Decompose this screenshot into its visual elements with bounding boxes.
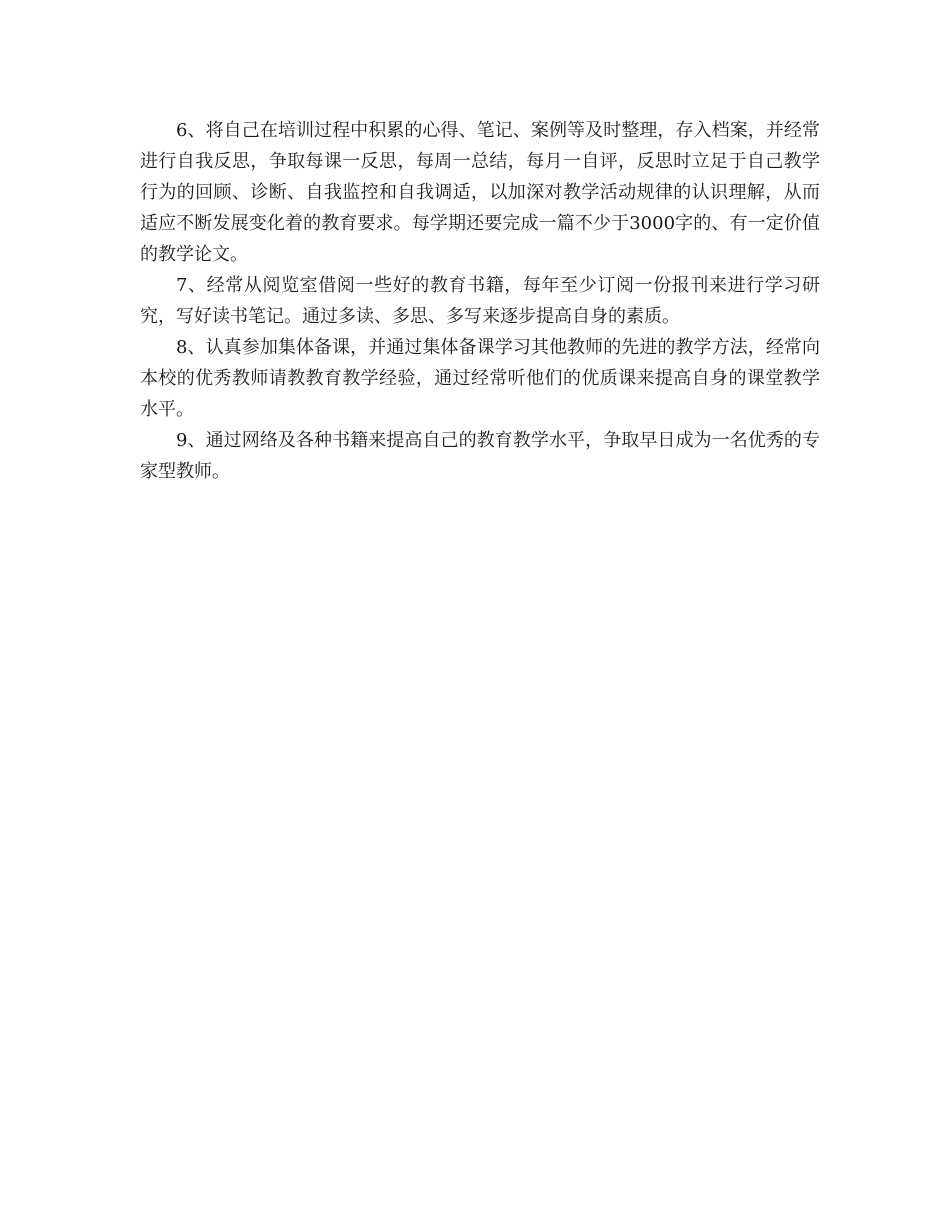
paragraph-7: 7、经常从阅览室借阅一些好的教育书籍，每年至少订阅一份报刊来进行学习研究，写好读书笔记。通过多读、多思、多写来逐步提高自身的素质。	[140, 275, 820, 327]
paragraph-6: 6、将自己在培训过程中积累的心得、笔记、案例等及时整理，存入档案，并经常进行自我反思，争取每课一反思，每周一总结，每月一自评，反思时立足于自己教学行为的回顾、诊断、自我监控和自我调适，以加深对教学活动规律的认识理解，从而适应不断发展变化着的教育要求。每学期还要完成一篇不少于3000字的、有一定价值的教学论文。	[140, 120, 820, 265]
paragraph-8: 8、认真参加集体备课，并通过集体备课学习其他教师的先进的教学方法，经常向本校的优秀教师请教教育教学经验，通过经常听他们的优质课来提高自身的课堂教学水平。	[140, 337, 820, 420]
paragraph-9: 9、通过网络及各种书籍来提高自己的教育教学水平，争取早日成为一名优秀的专家型教师。	[140, 430, 820, 482]
document-body	[140, 115, 820, 487]
